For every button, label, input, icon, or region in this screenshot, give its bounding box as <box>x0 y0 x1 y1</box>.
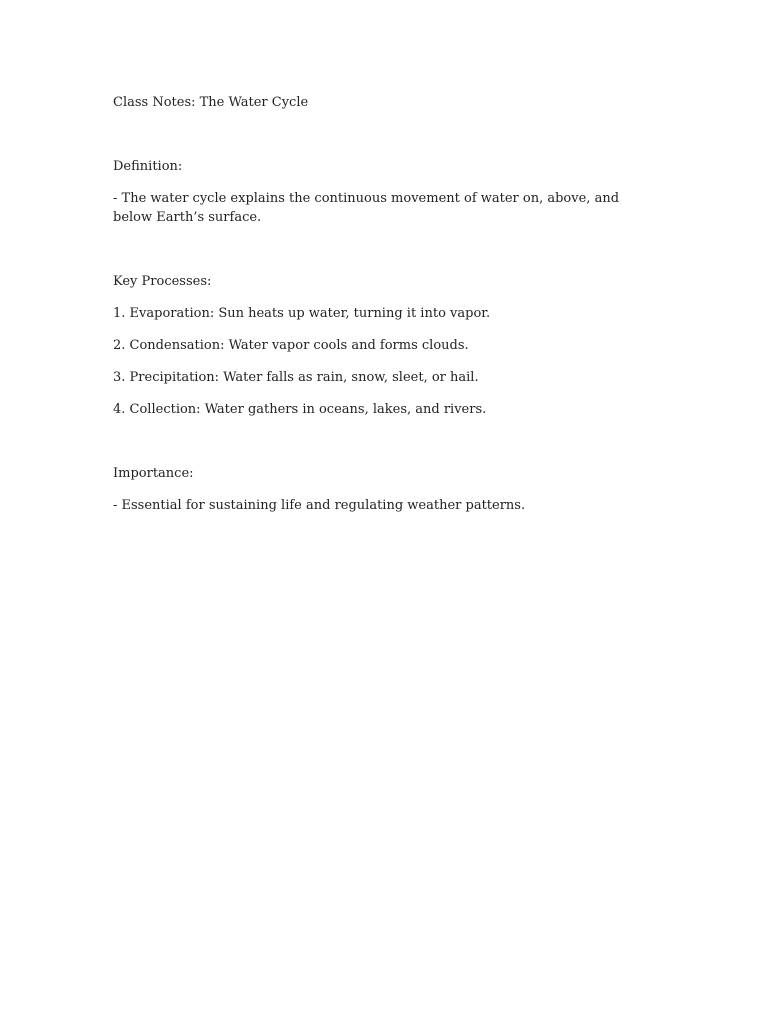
document-title: Class Notes: The Water Cycle <box>113 95 309 110</box>
definition-heading: Definition: <box>113 159 183 174</box>
importance-heading: Importance: <box>113 466 194 481</box>
key-processes-heading: Key Processes: <box>113 274 212 289</box>
process-item-collection: 4. Collection: Water gathers in oceans, lakes, and rivers. <box>113 402 487 417</box>
process-item-condensation: 2. Condensation: Water vapor cools and forms clouds. <box>113 338 469 353</box>
importance-text: - Essential for sustaining life and regulating weather patterns. <box>113 498 526 513</box>
process-item-precipitation: 3. Precipitation: Water falls as rain, snow, sleet, or hail. <box>113 370 479 385</box>
definition-text: - The water cycle explains the continuous movement of water on, above, and below Earth’s surface. <box>113 191 620 225</box>
process-item-evaporation: 1. Evaporation: Sun heats up water, turning it into vapor. <box>113 306 491 321</box>
